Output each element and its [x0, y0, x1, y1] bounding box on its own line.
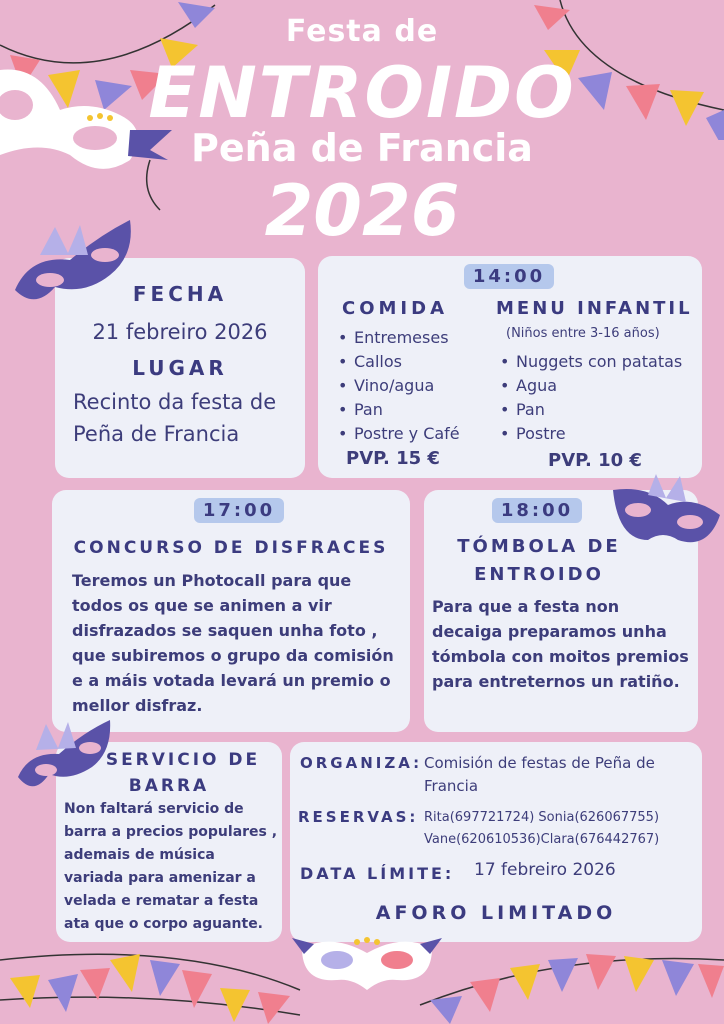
- infantil-item: • Postre: [498, 422, 682, 446]
- organiza-card: [290, 742, 702, 942]
- reservas-label: RESERVAS:: [298, 808, 419, 826]
- bar-title-1: SERVICIO DE: [105, 750, 261, 770]
- tombola-title-2: ENTROIDO: [474, 564, 604, 585]
- infantil-item: • Nuggets con patatas: [498, 350, 682, 374]
- header-year: 2026: [264, 170, 460, 252]
- infantil-price: PVP. 10 €: [548, 450, 642, 471]
- contest-title: CONCURSO DE DISFRACES: [73, 538, 389, 558]
- limite-label: DATA LÍMITE:: [300, 864, 455, 883]
- lugar-value-2: Peña de Francia: [73, 422, 240, 446]
- infantil-note: (Niños entre 3-16 años): [506, 326, 660, 341]
- reservas-line1: Rita(697721724) Sonia(626067755): [424, 810, 660, 825]
- header-subtitle: Peña de Francia: [191, 126, 533, 170]
- tombola-title-1: TÓMBOLA DE: [457, 536, 621, 557]
- header-line1: Festa de: [285, 14, 439, 49]
- fecha-value: 21 febreiro 2026: [92, 320, 268, 344]
- comida-item: • Pan: [336, 398, 460, 422]
- lugar-value-1: Recinto da festa de: [73, 390, 277, 414]
- infantil-list: [498, 350, 682, 446]
- comida-item: • Vino/agua: [336, 374, 460, 398]
- purple-mask-right-icon: [608, 470, 724, 560]
- aforo-label: AFORO LIMITADO: [375, 902, 617, 924]
- lugar-label: LUGAR: [132, 356, 228, 380]
- tombola-text: Para que a festa non decaiga preparamos unha tómbola con moitos premios para entreternos un ratiño.: [432, 597, 689, 691]
- tombola-time: 18:00: [492, 498, 582, 523]
- comida-item: • Postre y Café: [336, 422, 460, 446]
- meal-card: [318, 256, 702, 478]
- bar-text: Non faltará servicio de barra a precios populares , ademais de música variada para amenizar a velada e rematar a festa ata que o corpo aguante.: [64, 801, 278, 932]
- infantil-item: • Agua: [498, 374, 682, 398]
- limite-value: 17 febreiro 2026: [474, 860, 616, 880]
- comida-item: • Entremeses: [336, 326, 460, 350]
- bar-title-2: BARRA: [128, 776, 210, 796]
- reservas-line2: Vane(620610536)Clara(676442767): [424, 832, 660, 847]
- fecha-label: FECHA: [132, 282, 228, 306]
- purple-mask-icon: [10, 215, 140, 315]
- comida-label: COMIDA: [342, 298, 448, 319]
- comida-price: PVP. 15 €: [346, 448, 440, 469]
- meal-time: 14:00: [464, 264, 554, 289]
- contest-time: 17:00: [194, 498, 284, 523]
- organiza-label: ORGANIZA:: [300, 754, 423, 772]
- purple-mask-bar-icon: [14, 712, 114, 796]
- comida-item: • Callos: [336, 350, 460, 374]
- header-title: ENTROIDO: [148, 52, 576, 134]
- organiza-value: Comisión de festas de Peña de Francia: [424, 754, 655, 795]
- white-mask-bottom-icon: [292, 928, 442, 998]
- contest-card: [52, 490, 410, 732]
- comida-list: [336, 326, 460, 446]
- contest-text: Teremos un Photocall para que todos os que se animen a vir disfrazados se saquen unha foto , que subiremos o grupo da comisión e a máis votada levará un premio o mellor disfraz.: [72, 571, 394, 715]
- infantil-item: • Pan: [498, 398, 682, 422]
- infantil-label: MENU INFANTIL: [496, 298, 693, 319]
